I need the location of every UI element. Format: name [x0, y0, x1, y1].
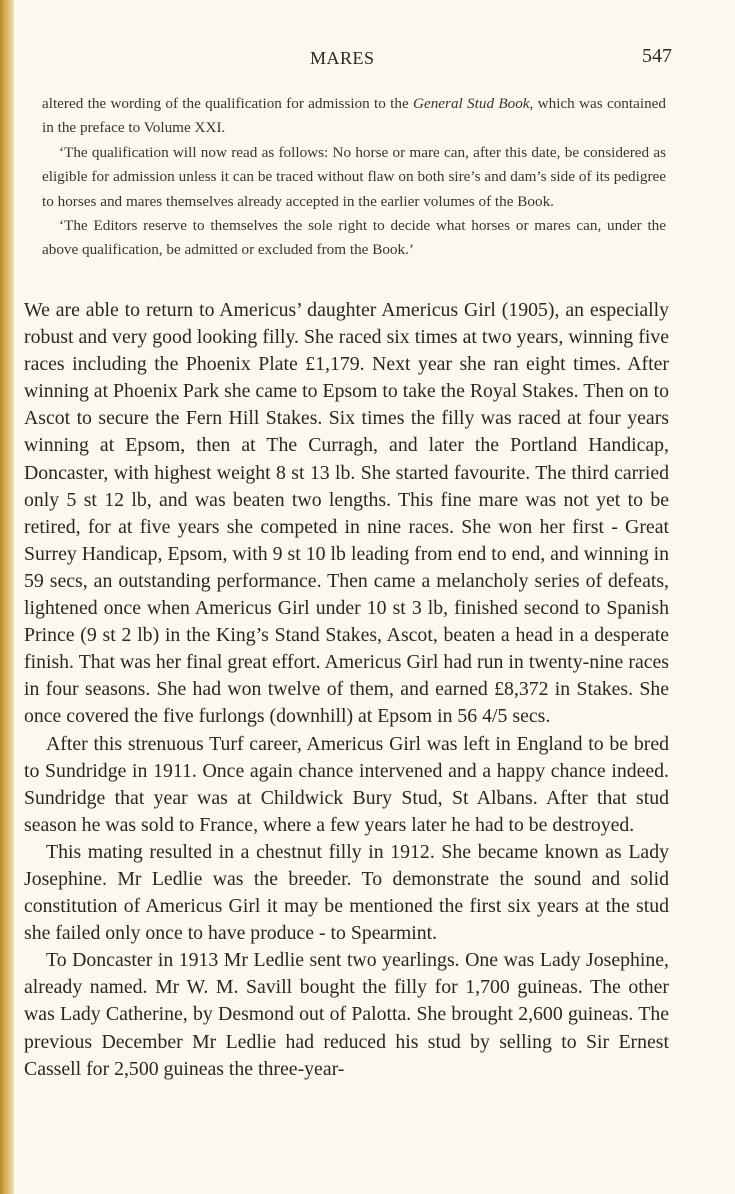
- body-text: [24, 297, 669, 1083]
- body-paragraph: To Doncaster in 1913 Mr Ledlie sent two yearlings. One was Lady Josephine, already named. Mr W. M. Savill bought the filly for 1,700 guineas. The other was Lady Catherine, by Desmond out of Palotta. She brought 2,600 guineas. The previous December Mr Ledlie had reduced his stud by selling to Sir Ernest Cassell for 2,500 guineas the three-year-: [24, 949, 669, 1080]
- running-head: MARES: [310, 48, 375, 68]
- quote-text: altered the wording of the qualification for admission to the: [42, 95, 413, 112]
- body-paragraph: After this strenuous Turf career, Americus Girl was left in England to be bred to Sundridge in 1911. Once again chance intervened and a happy chance indeed. Sundridge that year was at Childwick Bury Stud, St Albans. After that stud season he was sold to France, where a few years later he had to be destroyed.: [24, 732, 669, 836]
- body-paragraph: This mating resulted in a chestnut filly in 1912. She became known as Lady Josephine. Mr Ledlie was the breeder. To demonstrate the sound and solid constitution of Americus Girl it may be mentioned the first six years at the stud she failed only once to have produce - to Spearmint.: [24, 840, 669, 945]
- quote-paragraph: ‘The qualification will now read as follows: No horse or mare can, after this date, be considered as eligible for admission unless it can be traced without flaw on both sire’s and dam’s side of its pedigree to horses and mares themselves already accepted in the earlier volumes of the Book.: [42, 143, 666, 210]
- page-header: [24, 45, 672, 74]
- quoted-passage: [42, 92, 666, 263]
- quote-italic-title: General Stud Book,: [413, 95, 534, 112]
- quote-paragraph: ‘The Editors reserve to themselves the sole right to decide what horses or mares can, under the above qualification, be admitted or excluded from the Book.’: [42, 217, 666, 259]
- body-paragraph: We are able to return to Americus’ daughter Americus Girl (1905), an especially robust and very good looking filly. She raced six times at two years, winning five races including the Phoenix Plate £1,179. Next year she ran eight times. After winning at Phoenix Park she came to Epsom to take the Royal Stakes. Then on to Ascot to secure the Fern Hill Stakes. Six times the filly was raced at four years winning at Epsom, then at The Curragh, and later the Portland Handicap, Doncaster, with highest weight 8 st 13 lb. She started favourite. The third carried only 5 st 12 lb, and was beaten two lengths. This fine mare was not yet to be retired, for at five years she competed in nine races. She won her first - Great Surrey Handicap, Epsom, with 9 st 10 lb leading from end to end, and winning in 59 secs, an outstanding performance. Then came a melancholy series of defeats, lightened once when Americus Girl under 10 st 3 lb, finished second to Spanish Prince (9 st 2 lb) in the King’s Stand Stakes, Ascot, beaten a head in a desperate finish. That was her final great effort. Americus Girl had run in twenty-nine races in four seasons. She had won twelve of them, and earned £8,372 in Stakes. She once covered the five furlongs (downhill) at Epsom in 56 4/5 secs.: [24, 299, 669, 728]
- quote-paragraph: [42, 92, 666, 141]
- quote-text: which was contained in the preface to Volume XXI.: [42, 95, 666, 137]
- page-number: 547: [642, 45, 672, 67]
- book-gutter: [0, 0, 14, 1194]
- book-page: [24, 0, 672, 1194]
